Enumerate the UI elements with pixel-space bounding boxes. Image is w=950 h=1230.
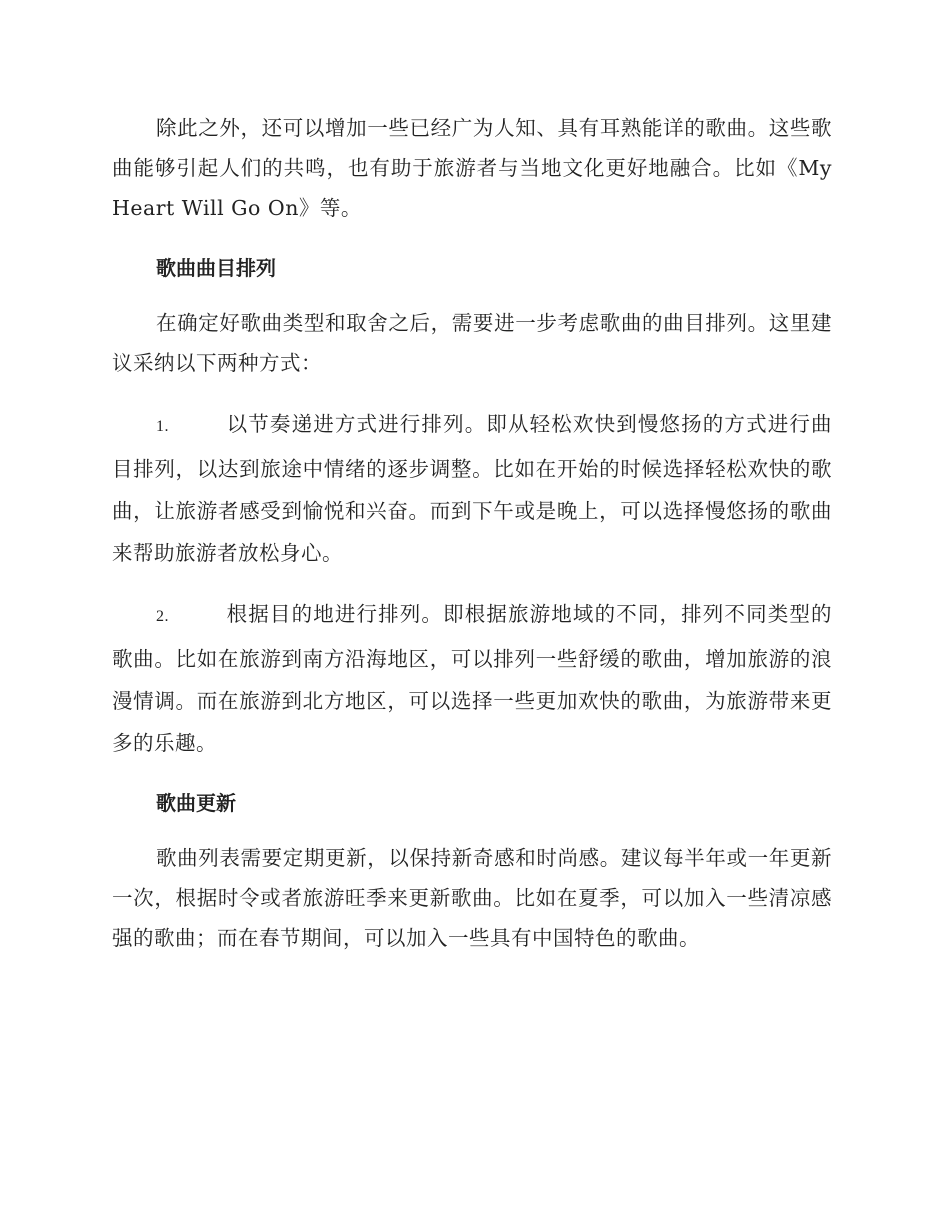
list-item-number: 2.: [156, 608, 169, 625]
list-item: [112, 593, 832, 764]
list-item-text: 根据目的地进行排列。即根据旅游地域的不同，排列不同类型的歌曲。比如在旅游到南方沿海地区，可以排列一些舒缓的歌曲，增加旅游的浪漫情调。而在旅游到北方地区，可以选择一些更加欢快的歌曲，为旅游带来更多的乐趣。: [112, 602, 832, 755]
update-heading: 歌曲更新: [156, 791, 236, 815]
list-item-number: 1.: [156, 418, 169, 435]
list-item-text: 以节奏递进方式进行排列。即从轻松欢快到慢悠扬的方式进行曲目排列，以达到旅途中情绪的逐步调整。比如在开始的时候选择轻松欢快的歌曲，让旅游者感受到愉悦和兴奋。而到下午或是晚上，可以选择慢悠扬的歌曲来帮助旅游者放松身心。: [112, 412, 832, 565]
arrangement-paragraph: 在确定好歌曲类型和取舍之后，需要进一步考虑歌曲的曲目排列。这里建议采纳以下两种方式：: [112, 311, 832, 375]
update-paragraph: 歌曲列表需要定期更新，以保持新奇感和时尚感。建议每半年或一年更新一次，根据时令或者旅游旺季来更新歌曲。比如在夏季，可以加入一些清凉感强的歌曲；而在春节期间，可以加入一些具有中国特色的歌曲。: [112, 846, 832, 950]
arrangement-heading: 歌曲曲目排列: [156, 256, 276, 280]
list-item: [112, 403, 832, 574]
document-page: [112, 108, 832, 978]
intro-paragraph: 除此之外，还可以增加一些已经广为人知、具有耳熟能详的歌曲。这些歌曲能够引起人们的共鸣，也有助于旅游者与当地文化更好地融合。比如《My Heart Will Go On》等。: [112, 116, 832, 220]
